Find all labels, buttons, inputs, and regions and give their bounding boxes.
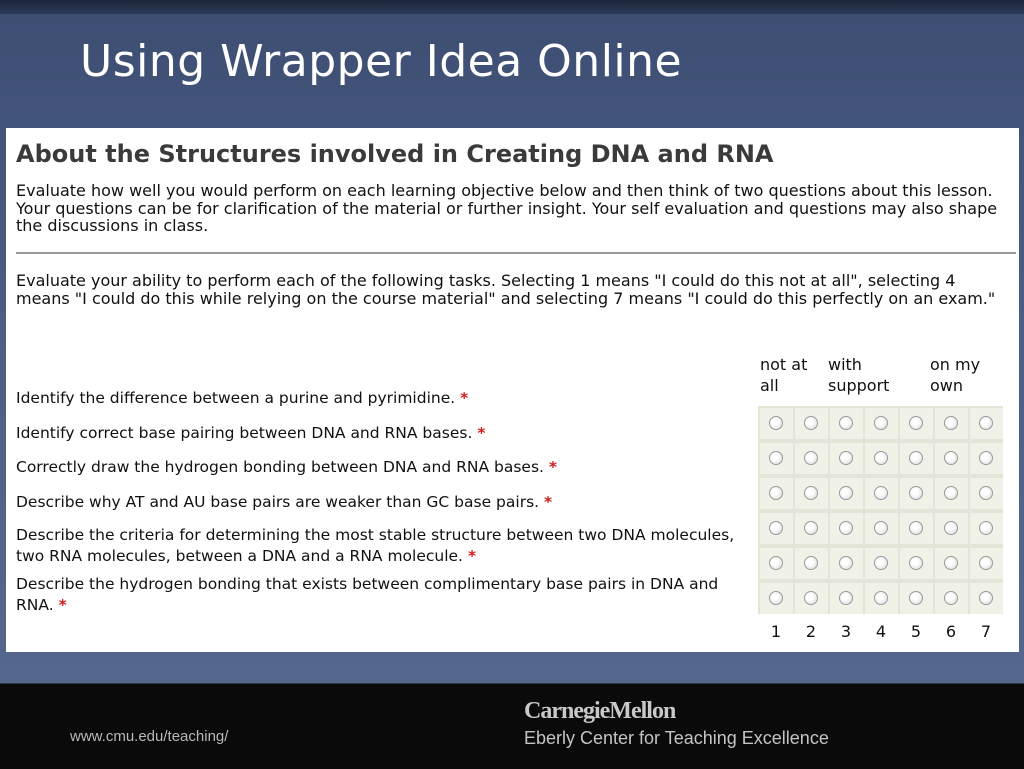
rating-radio-q5-7[interactable]: [979, 556, 993, 570]
rating-cell: [900, 513, 933, 544]
rating-cell: [830, 408, 863, 439]
rating-cell: [830, 583, 863, 614]
rating-cell: [970, 408, 1003, 439]
rating-cell: [830, 548, 863, 579]
rating-radio-q3-6[interactable]: [944, 486, 958, 500]
question-text: Identify the difference between a purine and pyrimidine.: [16, 389, 456, 407]
scale-number: 6: [945, 622, 957, 641]
rating-cell: [900, 548, 933, 579]
rating-cell: [795, 408, 828, 439]
rating-grid: [758, 406, 1003, 614]
question-text: Identify correct base pairing between DNA and RNA bases.: [16, 424, 473, 442]
rating-radio-q3-2[interactable]: [804, 486, 818, 500]
rating-radio-q6-1[interactable]: [769, 591, 783, 605]
rating-radio-q4-6[interactable]: [944, 521, 958, 535]
rating-cell: [795, 548, 828, 579]
required-marker: *: [460, 389, 469, 407]
rating-cell: [760, 513, 793, 544]
rating-radio-q2-3[interactable]: [839, 451, 853, 465]
rating-radio-q5-6[interactable]: [944, 556, 958, 570]
required-marker: *: [548, 458, 558, 476]
rating-radio-q1-5[interactable]: [909, 416, 923, 430]
rating-cell: [900, 478, 933, 509]
rating-cell: [865, 478, 898, 509]
rating-radio-q4-5[interactable]: [909, 521, 923, 535]
rating-cell: [865, 443, 898, 474]
rating-radio-q3-5[interactable]: [909, 486, 923, 500]
form-instructions: Evaluate your ability to perform each of the following tasks. Selecting 1 means "I could do this not at all", selecting 4 means "I could do this while relying on the course material" and selecting 7 means "I could do this perfectly on an exam.": [16, 271, 996, 308]
required-marker: *: [467, 547, 477, 565]
rating-cell: [900, 408, 933, 439]
rating-radio-q1-1[interactable]: [769, 416, 783, 430]
rating-radio-q2-4[interactable]: [874, 451, 888, 465]
rating-cell: [795, 513, 828, 544]
survey-panel: [6, 128, 1019, 652]
scale-number: 7: [980, 622, 992, 641]
form-intro: Evaluate how well you would perform on each learning objective below and then think of two questions about this lesson. Your questions can be for clarification of the material or further insight. Your self evaluation and questions may also shape the discussions in class.: [16, 181, 998, 235]
rating-radio-q4-1[interactable]: [769, 521, 783, 535]
rating-cell: [760, 443, 793, 474]
rating-cell: [865, 513, 898, 544]
question-text: Correctly draw the hydrogen bonding between DNA and RNA bases.: [16, 458, 544, 476]
rating-cell: [760, 583, 793, 614]
rating-radio-q2-7[interactable]: [979, 451, 993, 465]
rating-cell: [935, 443, 968, 474]
rating-radio-q4-2[interactable]: [804, 521, 818, 535]
rating-cell: [935, 513, 968, 544]
rating-radio-q5-2[interactable]: [804, 556, 818, 570]
rating-cell: [830, 443, 863, 474]
rating-radio-q6-2[interactable]: [804, 591, 818, 605]
rating-radio-q4-3[interactable]: [839, 521, 853, 535]
rating-cell: [830, 478, 863, 509]
rating-cell: [935, 583, 968, 614]
rating-radio-q1-7[interactable]: [979, 416, 993, 430]
question-1: [16, 388, 751, 409]
footer: [0, 683, 1024, 769]
rating-cell: [970, 443, 1003, 474]
rating-radio-q3-4[interactable]: [874, 486, 888, 500]
rating-radio-q6-3[interactable]: [839, 591, 853, 605]
rating-radio-q4-4[interactable]: [874, 521, 888, 535]
required-marker: *: [544, 493, 553, 511]
scale-number: 2: [805, 622, 817, 641]
footer-url[interactable]: www.cmu.edu/teaching/: [70, 728, 229, 745]
rating-cell: [795, 478, 828, 509]
rating-cell: [760, 548, 793, 579]
rating-radio-q1-6[interactable]: [944, 416, 958, 430]
rating-radio-q4-7[interactable]: [979, 521, 993, 535]
rating-cell: [935, 548, 968, 579]
scale-label-low: not at all: [760, 355, 808, 395]
rating-radio-q1-4[interactable]: [874, 416, 888, 430]
question-4: [16, 492, 751, 513]
rating-cell: [935, 478, 968, 509]
rating-radio-q6-4[interactable]: [874, 591, 888, 605]
rating-radio-q2-6[interactable]: [944, 451, 958, 465]
cmu-logo: CarnegieMellon: [524, 698, 676, 724]
rating-cell: [865, 583, 898, 614]
rating-radio-q2-2[interactable]: [804, 451, 818, 465]
question-6: [16, 574, 751, 616]
question-3: [16, 457, 751, 478]
slide-title: Using Wrapper Idea Online: [80, 36, 683, 87]
rating-radio-q1-2[interactable]: [804, 416, 818, 430]
rating-radio-q2-1[interactable]: [769, 451, 783, 465]
rating-radio-q6-6[interactable]: [944, 591, 958, 605]
rating-cell: [865, 408, 898, 439]
rating-cell: [900, 583, 933, 614]
question-text: Describe why AT and AU base pairs are weaker than GC base pairs.: [16, 493, 540, 511]
rating-cell: [830, 513, 863, 544]
rating-radio-q1-3[interactable]: [839, 416, 853, 430]
question-text: Describe the criteria for determining the most stable structure between two DNA molecules, two RNA molecules, between a DNA and a RNA molecule.: [16, 526, 735, 565]
rating-cell: [760, 408, 793, 439]
rating-cell: [970, 478, 1003, 509]
required-marker: *: [58, 596, 67, 614]
rating-cell: [795, 443, 828, 474]
rating-radio-q3-1[interactable]: [769, 486, 783, 500]
rating-radio-q3-7[interactable]: [979, 486, 993, 500]
divider: [16, 252, 1016, 254]
rating-cell: [795, 583, 828, 614]
top-bar: [0, 0, 1024, 14]
rating-radio-q5-5[interactable]: [909, 556, 923, 570]
footer-center-name: Eberly Center for Teaching Excellence: [524, 728, 829, 748]
scale-number: 3: [840, 622, 852, 641]
question-2: [16, 423, 751, 444]
scale-label-mid: with support: [828, 355, 890, 395]
question-text: Describe the hydrogen bonding that exists between complimentary base pairs in DNA and RNA.: [16, 575, 719, 614]
rating-cell: [970, 583, 1003, 614]
rating-radio-q5-3[interactable]: [839, 556, 853, 570]
rating-cell: [935, 408, 968, 439]
scale-number: 1: [770, 622, 782, 641]
rating-radio-q6-5[interactable]: [909, 591, 923, 605]
scale-number: 5: [910, 622, 922, 641]
rating-cell: [900, 443, 933, 474]
question-5: [16, 525, 751, 567]
rating-radio-q5-1[interactable]: [769, 556, 783, 570]
rating-radio-q3-3[interactable]: [839, 486, 853, 500]
scale-number: 4: [875, 622, 887, 641]
rating-cell: [760, 478, 793, 509]
required-marker: *: [477, 424, 486, 442]
rating-radio-q6-7[interactable]: [979, 591, 993, 605]
form-heading: About the Structures involved in Creating DNA and RNA: [16, 140, 774, 168]
rating-radio-q5-4[interactable]: [874, 556, 888, 570]
scale-label-high: on my own: [930, 355, 981, 395]
rating-cell: [865, 548, 898, 579]
rating-cell: [970, 548, 1003, 579]
rating-cell: [970, 513, 1003, 544]
rating-radio-q2-5[interactable]: [909, 451, 923, 465]
